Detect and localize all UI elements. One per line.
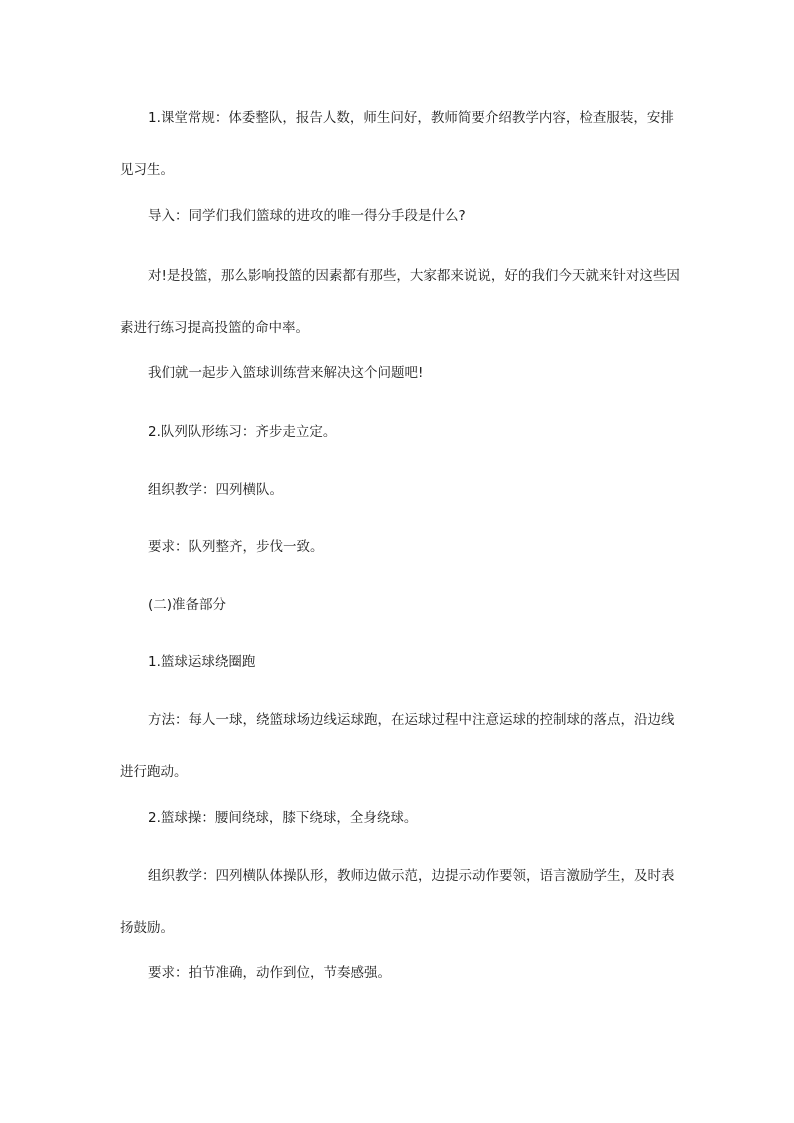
paragraph-dribble-run: 1.篮球运球绕圈跑 [148, 654, 256, 670]
paragraph-class-routine: 1.课堂常规：体委整队，报告人数，师生问好，教师简要介绍教学内容，检查服装，安排见习生。 [120, 110, 674, 178]
paragraph-organization-2: 组织教学：四列横队体操队形，教师边做示范，边提示动作要领，语言激励学生，及时表扬鼓励。 [120, 868, 675, 936]
paragraph-method: 方法：每人一球，绕篮球场边线运球跑，在运球过程中注意运球的控制球的落点，沿边线进行跑动。 [120, 712, 675, 780]
paragraph-answer: 对!是投篮，那么影响投篮的因素都有那些，大家都来说说，好的我们今天就来针对这些因素进行练习提高投篮的命中率。 [120, 268, 680, 336]
paragraph-formation-drill: 2.队列队形练习：齐步走立定。 [148, 424, 337, 440]
paragraph-requirement-2: 要求：拍节准确，动作到位，节奏感强。 [148, 965, 391, 981]
paragraph-training-camp: 我们就一起步入篮球训练营来解决这个问题吧! [148, 365, 424, 381]
paragraph-basketball-exercise: 2.篮球操：腰间绕球，膝下绕球，全身绕球。 [148, 810, 418, 826]
paragraph-introduction: 导入：同学们我们篮球的进攻的唯一得分手段是什么? [148, 208, 466, 224]
paragraph-requirement-1: 要求：队列整齐，步伐一致。 [148, 539, 324, 555]
section-heading-warmup: (二)准备部分 [148, 597, 227, 613]
paragraph-organization-1: 组织教学：四列横队。 [148, 482, 283, 498]
